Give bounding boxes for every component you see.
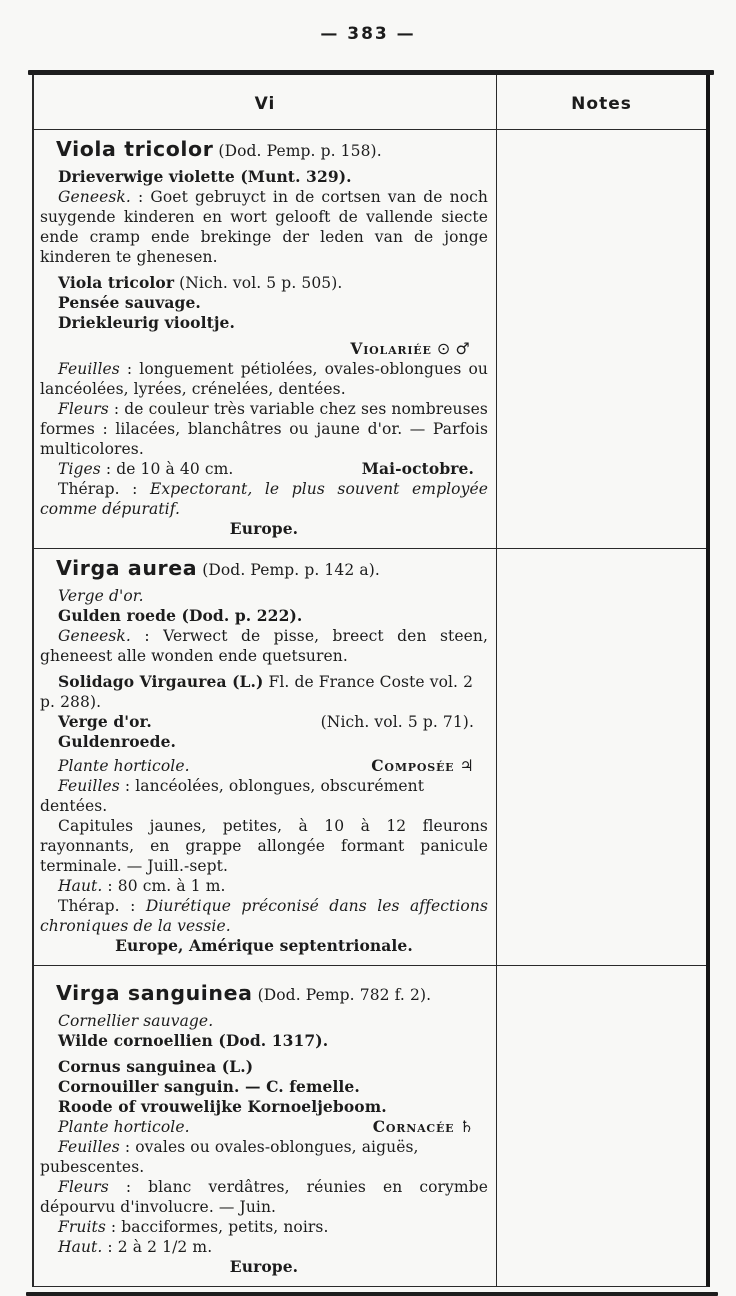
attribute-line <box>40 459 488 479</box>
text-line <box>40 1177 488 1217</box>
split-right <box>353 756 474 776</box>
text-line <box>40 1097 488 1117</box>
text-segment: Diurétique préconisé dans les affections chroniques de la vessie. <box>40 897 488 935</box>
text-line <box>40 732 488 752</box>
text-line <box>40 359 488 399</box>
text-segment: Haut. <box>58 877 103 895</box>
text-segment: Viola tricolor <box>56 137 214 161</box>
notes-cell-viola-tricolor <box>497 130 706 548</box>
text-segment: : de 10 à 40 cm. <box>100 460 234 478</box>
notes-cell-virga-sanguinea <box>497 966 706 1286</box>
split-right <box>344 459 474 479</box>
vi-cell-virga-sanguinea <box>34 966 497 1286</box>
vi-cell-viola-tricolor <box>34 130 497 548</box>
text-line <box>40 896 488 936</box>
sun-annual-mars-icon: ⊙ ♂ <box>431 339 470 358</box>
text-segment: Cornus sanguinea (L.) <box>58 1057 254 1076</box>
text-line <box>40 339 488 359</box>
jupiter-perennial-icon: ♃ <box>454 756 474 775</box>
text-segment: Roode of vrouwelijke Kornoeljeboom. <box>58 1097 387 1116</box>
text-line <box>40 273 488 293</box>
text-segment: : lancéolées, oblongues, obscurément dentées. <box>40 777 425 815</box>
vi-column-header: Vi <box>34 75 497 129</box>
text-segment: Cornouiller sanguin. — C. femelle. <box>58 1077 360 1096</box>
notes-column-header: Notes <box>571 94 632 114</box>
entry-heading <box>40 556 488 582</box>
scanned-page <box>0 24 736 1276</box>
text-line <box>40 1077 488 1097</box>
text-segment: : Goet gebruyct in de cortsen van de noch suygende kinderen en wort gelooft de vallende siecte ende cramp ende brekinge der leden van de jonge kinderen te ghenesen. <box>40 188 488 266</box>
text-line <box>40 1031 488 1051</box>
text-segment: : longuement pétiolées, ovales-oblongues ou lancéolées, lyrées, crénelées, dentées. <box>40 360 488 398</box>
text-segment: Feuilles <box>58 360 120 378</box>
text-line <box>40 606 488 626</box>
entry-virga-aurea <box>34 548 706 965</box>
text-line <box>40 816 488 876</box>
text-segment: Europe, Amérique septentrionale. <box>115 936 413 955</box>
text-segment: : blanc verdâtres, réunies en corymbe dépourvu d'involucre. — Juin. <box>40 1178 488 1216</box>
text-segment: Haut. <box>58 1238 103 1256</box>
entry-heading <box>40 981 488 1007</box>
text-line <box>40 167 488 187</box>
split-left <box>40 1117 190 1137</box>
text-segment: Composée <box>371 756 455 775</box>
text-line <box>40 399 488 459</box>
notes-cell-virga-aurea <box>497 549 706 965</box>
text-line <box>40 626 488 666</box>
text-segment: : Verwect de pisse, breect den steen, gheneest alle wonden ende quetsuren. <box>40 627 488 665</box>
text-segment: Europe. <box>229 1257 299 1276</box>
text-segment: : ovales ou ovales-oblongues, aiguës, pubescentes. <box>40 1138 419 1176</box>
text-segment: Capitules jaunes, petites, à 10 à 12 fleurons rayonnants, en grappe allongée formant panicule terminale. — Juill.-sept. <box>40 817 488 875</box>
text-line <box>40 479 488 519</box>
text-line <box>40 1237 488 1257</box>
split-right <box>303 712 474 732</box>
text-segment: Violariée <box>350 339 432 358</box>
text-line <box>40 672 488 712</box>
saturn-shrub-icon: ♄ <box>454 1117 474 1136</box>
text-segment: Feuilles <box>58 777 120 795</box>
text-segment: Thérap. : <box>58 897 146 915</box>
text-line <box>40 1011 488 1031</box>
text-line <box>40 313 488 333</box>
text-line <box>40 1137 488 1177</box>
text-segment: Plante horticole. <box>58 757 190 775</box>
text-segment: (Nich. vol. 5 p. 505). <box>174 274 343 292</box>
text-segment: Fl. de France Coste vol. 2 p. 288). <box>40 673 474 711</box>
entries <box>34 130 706 1286</box>
text-segment: : 2 à 2 1/2 m. <box>102 1238 213 1256</box>
text-segment: Mai-octobre. <box>361 459 474 478</box>
text-segment: (Dod. Pemp. p. 142 a). <box>197 561 380 579</box>
split-left <box>40 459 233 479</box>
text-segment: Expectorant, le plus souvent employée comme dépuratif. <box>40 480 488 518</box>
text-segment: Virga sanguinea <box>56 981 253 1005</box>
text-segment: Thérap. : <box>58 480 150 498</box>
attribute-line <box>40 1117 488 1137</box>
text-line <box>40 1217 488 1237</box>
text-segment: Pensée sauvage. <box>58 293 201 312</box>
text-line <box>40 1257 488 1277</box>
page-number: — 383 — <box>320 24 416 44</box>
text-segment: Gulden roede (Dod. p. 222). <box>58 606 303 625</box>
text-segment: Cornellier sauvage. <box>58 1012 214 1030</box>
text-segment: : 80 cm. à 1 m. <box>102 877 226 895</box>
attribute-line <box>40 756 488 776</box>
entry-virga-sanguinea <box>34 965 706 1286</box>
entry-heading <box>40 137 488 163</box>
text-segment: Plante horticole. <box>58 1118 190 1136</box>
text-segment: Fleurs <box>58 1178 109 1196</box>
text-segment: Geneesk. <box>58 188 131 206</box>
text-segment: Virga aurea <box>56 556 198 580</box>
text-segment: Fleurs <box>58 400 109 418</box>
entry-viola-tricolor <box>34 130 706 548</box>
split-right <box>355 1117 474 1137</box>
split-left <box>40 756 190 776</box>
text-segment: Wilde cornoellien (Dod. 1317). <box>58 1031 329 1050</box>
text-segment: Geneesk. <box>58 627 131 645</box>
text-line <box>40 519 488 539</box>
text-segment: Verge d'or. <box>58 587 144 605</box>
text-segment: : de couleur très variable chez ses nombreuses formes : lilacées, blanchâtres ou jaune d'or. — Parfois multicolores. <box>40 400 488 458</box>
text-line <box>40 1057 488 1077</box>
text-segment: Solidago Virgaurea (L.) <box>58 672 264 691</box>
text-segment: Tiges <box>58 460 101 478</box>
text-segment: (Nich. vol. 5 p. 71). <box>320 713 474 731</box>
text-segment: Guldenroede. <box>58 732 177 751</box>
text-line <box>40 776 488 816</box>
text-segment: Verge d'or. <box>58 712 152 731</box>
text-line <box>40 187 488 267</box>
text-segment: Cornacée <box>372 1117 455 1136</box>
text-segment: Fruits <box>58 1218 106 1236</box>
text-line <box>40 936 488 956</box>
text-segment: Europe. <box>229 519 299 538</box>
text-segment: (Dod. Pemp. p. 158). <box>213 142 382 160</box>
text-segment: Driekleurig viooltje. <box>58 313 235 332</box>
text-line <box>40 293 488 313</box>
attribute-line <box>40 712 488 732</box>
vi-cell-virga-aurea <box>34 549 497 965</box>
text-segment: Viola tricolor <box>58 273 175 292</box>
text-segment: : bacciformes, petits, noirs. <box>105 1218 329 1236</box>
table-grid <box>32 75 710 1287</box>
text-line <box>40 876 488 896</box>
botanical-table <box>32 70 710 1296</box>
text-line <box>40 586 488 606</box>
table-header-row <box>34 75 706 130</box>
text-segment: Drieverwige violette (Munt. 329). <box>58 167 352 186</box>
table-bottom-rule <box>26 1292 718 1296</box>
text-segment: (Dod. Pemp. 782 f. 2). <box>252 986 432 1004</box>
split-left <box>40 712 152 732</box>
text-segment: Feuilles <box>58 1138 120 1156</box>
